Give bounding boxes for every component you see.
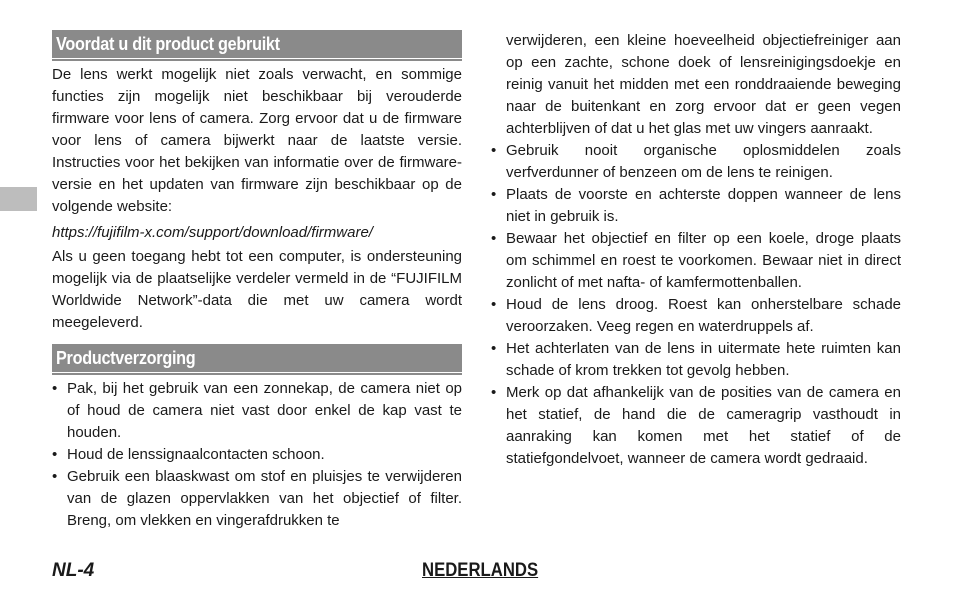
page-number: NL-4 (52, 560, 95, 581)
section-header-before-use (52, 30, 462, 58)
bullet: • (52, 380, 58, 397)
support-paragraph: Als u geen toegang hebt tot een computer, is ondersteuning mogelijk via de plaatselijke verdeler vermeld in de “FUJIFILM Worldwide Network”-data die met uw camera wordt meegeleverd. (52, 248, 462, 331)
language-label: NEDERLANDS (422, 560, 539, 581)
list-item: • Houd de lenssignaalcontacten schoon. (52, 444, 462, 466)
list-item: • Het achterlaten van de lens in uitermate hete ruimten kan schade of krom trekken tot gevolg hebben. (491, 340, 901, 379)
bullet: • (52, 446, 58, 463)
section-header-product-care (52, 344, 462, 372)
care-list-left (52, 378, 462, 532)
section-title: Voordat u dit product gebruikt (56, 34, 280, 54)
firmware-url: https://fujifilm-x.com/support/download/firmware/ (52, 224, 373, 241)
list-item: • Houd de lens droog. Roest kan onherstelbare schade veroorzaken. Veeg regen en waterdruppels af. (491, 296, 901, 335)
list-item: • Bewaar het objectief en filter op een koele, droge plaats om schimmel en roest te voorkomen. Bewaar niet in direct zonlicht of met nafta- of kamfermottenballen. (491, 230, 901, 291)
bullet-continuation: verwijderen, een kleine hoeveelheid objectiefreiniger aan op een zachte, schone doek of lensreinigingsdoekje en reinig vanuit het midden met een ronddraaiende beweging naar de buitenkant en zorg ervoor dat er geen vegen achterblijven of dat u het glas met uw vingers aanraakt. (506, 32, 901, 137)
care-list-right (491, 140, 901, 470)
bullet: • (491, 296, 497, 313)
language-side-tab (0, 187, 37, 211)
left-column (52, 30, 462, 532)
section-title: Productverzorging (56, 348, 196, 368)
bullet: • (491, 142, 497, 159)
bullet: • (491, 230, 497, 247)
list-item: • Gebruik nooit organische oplosmiddelen zoals verfverdunner of benzeen om de lens te reinigen. (491, 142, 901, 181)
bullet: • (52, 468, 58, 485)
firmware-paragraph: De lens werkt mogelijk niet zoals verwacht, en sommige functies zijn mogelijk niet beschikbaar bij verouderde firmware voor lens of camera. Zorg ervoor dat u de firmware voor lens of camera bijwerkt naar de laatste versie. Instructies voor het bekijken van informatie over de firmware-versie en het updaten van firmware zijn beschikbaar op de volgende website: (52, 66, 462, 215)
section-underline (52, 373, 462, 375)
section-underline (52, 59, 462, 61)
bullet: • (491, 384, 497, 401)
list-item: • Plaats de voorste en achterste doppen wanneer de lens niet in gebruik is. (491, 186, 901, 225)
bullet: • (491, 340, 497, 357)
right-column (491, 30, 901, 470)
bullet: • (491, 186, 497, 203)
list-item: • Gebruik een blaaskwast om stof en pluisjes te verwijderen van de glazen oppervlakken van het objectief of filter. Breng, om vlekken en vingerafdrukken te (52, 468, 462, 529)
list-item: • Merk op dat afhankelijk van de posities van de camera en het statief, de hand die de cameragrip vasthoudt in aanraking kan komen met het statief of de statiefgondelvoet, wanneer de camera wordt gedraaid. (491, 384, 901, 467)
list-item: • Pak, bij het gebruik van een zonnekap, de camera niet op of houd de camera niet vast door enkel de kap vast te houden. (52, 380, 462, 441)
